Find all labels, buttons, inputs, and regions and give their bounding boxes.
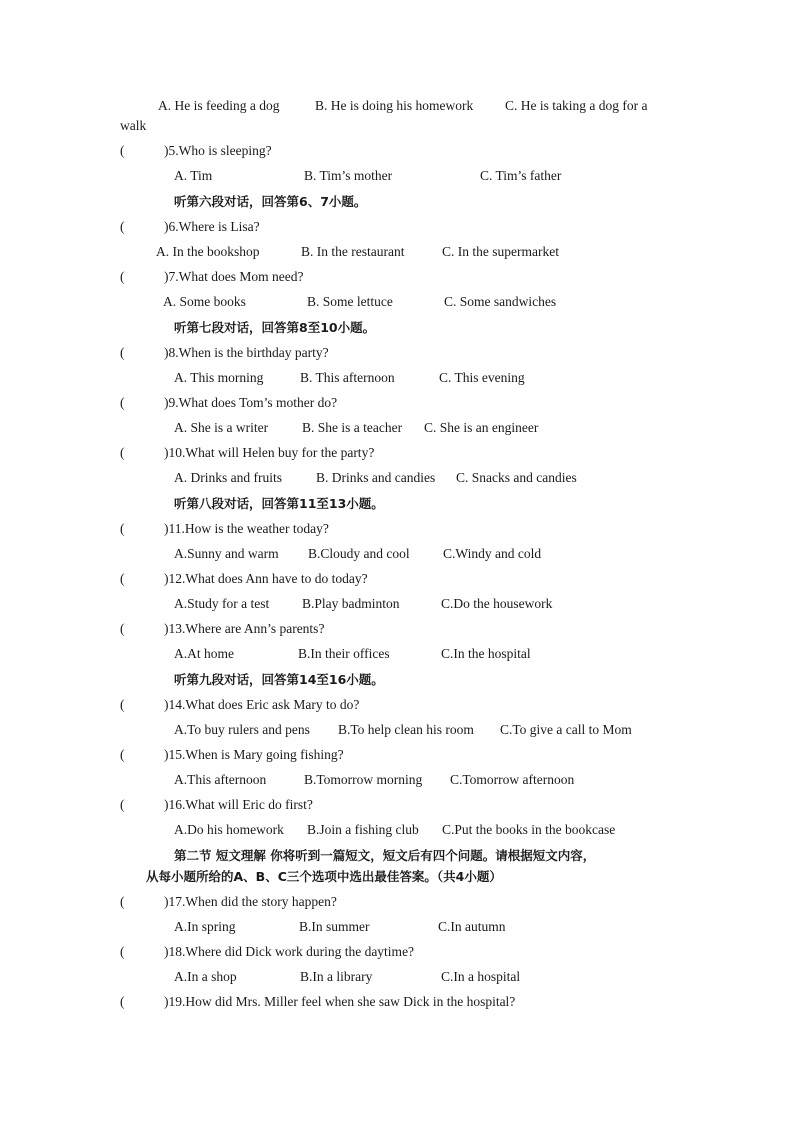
section-heading: 听第八段对话，回答第11至13小题。 xyxy=(174,496,384,511)
option-b[interactable]: B. Some lettuce xyxy=(307,294,393,309)
answer-blank[interactable]: ( xyxy=(120,894,125,909)
option-c[interactable]: C.In a hospital xyxy=(441,969,521,984)
option-c[interactable]: C.Put the books in the bookcase xyxy=(442,822,616,837)
option-b[interactable]: B.To help clean his room xyxy=(338,722,474,737)
question-text: )10.What will Helen buy for the party? xyxy=(164,445,375,460)
answer-blank[interactable]: ( xyxy=(120,445,125,460)
option-a[interactable]: A. She is a writer xyxy=(174,420,269,435)
option-a[interactable]: A.To buy rulers and pens xyxy=(174,722,310,737)
option-c[interactable]: C. In the supermarket xyxy=(442,244,559,259)
options-q10-options xyxy=(174,469,734,487)
option-b[interactable]: B.Tomorrow morning xyxy=(304,772,423,787)
options-q11-options xyxy=(174,545,734,563)
question-text: )11.How is the weather today? xyxy=(164,521,329,536)
option-b[interactable]: B.In their offices xyxy=(298,646,390,661)
option-b[interactable]: B.In a library xyxy=(300,969,373,984)
answer-blank[interactable]: ( xyxy=(120,944,125,959)
section-heading: 听第九段对话，回答第14至16小题。 xyxy=(174,672,384,687)
option-c[interactable]: C.Tomorrow afternoon xyxy=(450,772,575,787)
option-a[interactable]: A. He is feeding a dog xyxy=(158,98,280,113)
question-text: )7.What does Mom need? xyxy=(164,269,304,284)
section-heading: 听第七段对话，回答第8至10小题。 xyxy=(174,320,376,335)
option-a[interactable]: A.In spring xyxy=(174,919,236,934)
question-text: )6.Where is Lisa? xyxy=(164,219,260,234)
option-b[interactable]: B.Join a fishing club xyxy=(307,822,419,837)
answer-blank[interactable]: ( xyxy=(120,269,125,284)
option-a[interactable]: A.Sunny and warm xyxy=(174,546,279,561)
question-text: )17.When did the story happen? xyxy=(164,894,337,909)
question-q15 xyxy=(120,746,344,764)
option-c[interactable]: C. She is an engineer xyxy=(424,420,539,435)
question-q14 xyxy=(120,696,359,714)
option-b[interactable]: B. He is doing his homework xyxy=(315,98,474,113)
option-a[interactable]: A. Drinks and fruits xyxy=(174,470,282,485)
option-a[interactable]: A.At home xyxy=(174,646,234,661)
question-text: )8.When is the birthday party? xyxy=(164,345,329,360)
answer-blank[interactable]: ( xyxy=(120,697,125,712)
question-text: )18.Where did Dick work during the daytime? xyxy=(164,944,415,959)
options-q15-options xyxy=(174,771,734,789)
question-text: )16.What will Eric do first? xyxy=(164,797,313,812)
question-q17 xyxy=(120,893,337,911)
question-q11 xyxy=(120,520,329,538)
question-q18 xyxy=(120,943,414,961)
option-b[interactable]: B.In summer xyxy=(299,919,370,934)
question-q10 xyxy=(120,444,374,462)
answer-blank[interactable]: ( xyxy=(120,521,125,536)
options-q16-options xyxy=(174,821,734,839)
option-c[interactable]: C. This evening xyxy=(439,370,525,385)
option-c[interactable]: C.Do the housework xyxy=(441,596,553,611)
question-text: )13.Where are Ann’s parents? xyxy=(164,621,325,636)
options-q9-options xyxy=(174,419,734,437)
option-b[interactable]: B. Drinks and candies xyxy=(316,470,436,485)
options-q17-options xyxy=(174,918,734,936)
answer-blank[interactable]: ( xyxy=(120,219,125,234)
option-a[interactable]: A.In a shop xyxy=(174,969,237,984)
answer-blank[interactable]: ( xyxy=(120,143,125,158)
option-c[interactable]: C. He is taking a dog for a xyxy=(505,98,648,113)
question-text: )14.What does Eric ask Mary to do? xyxy=(164,697,360,712)
options-q12-options xyxy=(174,595,734,613)
option-c[interactable]: C. Snacks and candies xyxy=(456,470,577,485)
question-q12 xyxy=(120,570,368,588)
option-b[interactable]: B. In the restaurant xyxy=(301,244,405,259)
options-q13-options xyxy=(174,645,734,663)
answer-blank[interactable]: ( xyxy=(120,345,125,360)
answer-blank[interactable]: ( xyxy=(120,994,125,1009)
options-q4-options xyxy=(158,97,718,115)
option-a[interactable]: A. This morning xyxy=(174,370,264,385)
options-q18-options xyxy=(174,968,734,986)
question-text: )12.What does Ann have to do today? xyxy=(164,571,368,586)
answer-blank[interactable]: ( xyxy=(120,747,125,762)
answer-blank[interactable]: ( xyxy=(120,797,125,812)
option-c[interactable]: C. Tim’s father xyxy=(480,168,562,183)
text-line: walk xyxy=(120,118,147,133)
option-a[interactable]: A. In the bookshop xyxy=(156,244,260,259)
options-q5-options xyxy=(174,167,734,185)
option-b[interactable]: B.Cloudy and cool xyxy=(308,546,410,561)
option-a[interactable]: A. Some books xyxy=(163,294,246,309)
question-text: )9.What does Tom’s mother do? xyxy=(164,395,338,410)
question-q9 xyxy=(120,394,337,412)
question-text: )5.Who is sleeping? xyxy=(164,143,272,158)
question-q13 xyxy=(120,620,324,638)
option-b[interactable]: B. Tim’s mother xyxy=(304,168,393,183)
question-q19 xyxy=(120,993,515,1011)
option-c[interactable]: C.In the hospital xyxy=(441,646,531,661)
question-text: )19.How did Mrs. Miller feel when she saw Dick in the hospital? xyxy=(164,994,516,1009)
option-b[interactable]: B. She is a teacher xyxy=(302,420,403,435)
question-text: )15.When is Mary going fishing? xyxy=(164,747,344,762)
section-heading: 听第六段对话，回答第6、7小题。 xyxy=(174,194,367,209)
question-q6 xyxy=(120,218,260,236)
options-q8-options xyxy=(174,369,734,387)
option-a[interactable]: A. Tim xyxy=(174,168,213,183)
option-c[interactable]: C.To give a call to Mom xyxy=(500,722,632,737)
answer-blank[interactable]: ( xyxy=(120,621,125,636)
options-q7-options xyxy=(163,293,723,311)
options-q14-options xyxy=(174,721,734,739)
question-q16 xyxy=(120,796,313,814)
question-q8 xyxy=(120,344,329,362)
option-a[interactable]: A.Do his homework xyxy=(174,822,284,837)
option-c[interactable]: C.In autumn xyxy=(438,919,506,934)
section-heading: 第二节 短文理解 你将听到一篇短文，短文后有四个问题。请根据短文内容， xyxy=(174,848,596,863)
answer-blank[interactable]: ( xyxy=(120,395,125,410)
option-a[interactable]: A.Study for a test xyxy=(174,596,270,611)
question-q7 xyxy=(120,268,303,286)
options-q6-options xyxy=(156,243,716,261)
option-b[interactable]: B.Play badminton xyxy=(302,596,400,611)
option-a[interactable]: A.This afternoon xyxy=(174,772,267,787)
section-heading: 从每小题所给的A、B、C三个选项中选出最佳答案。（共4小题） xyxy=(146,869,502,884)
option-c[interactable]: C. Some sandwiches xyxy=(444,294,557,309)
option-c[interactable]: C.Windy and cold xyxy=(443,546,542,561)
option-b[interactable]: B. This afternoon xyxy=(300,370,395,385)
question-q5 xyxy=(120,142,272,160)
answer-blank[interactable]: ( xyxy=(120,571,125,586)
